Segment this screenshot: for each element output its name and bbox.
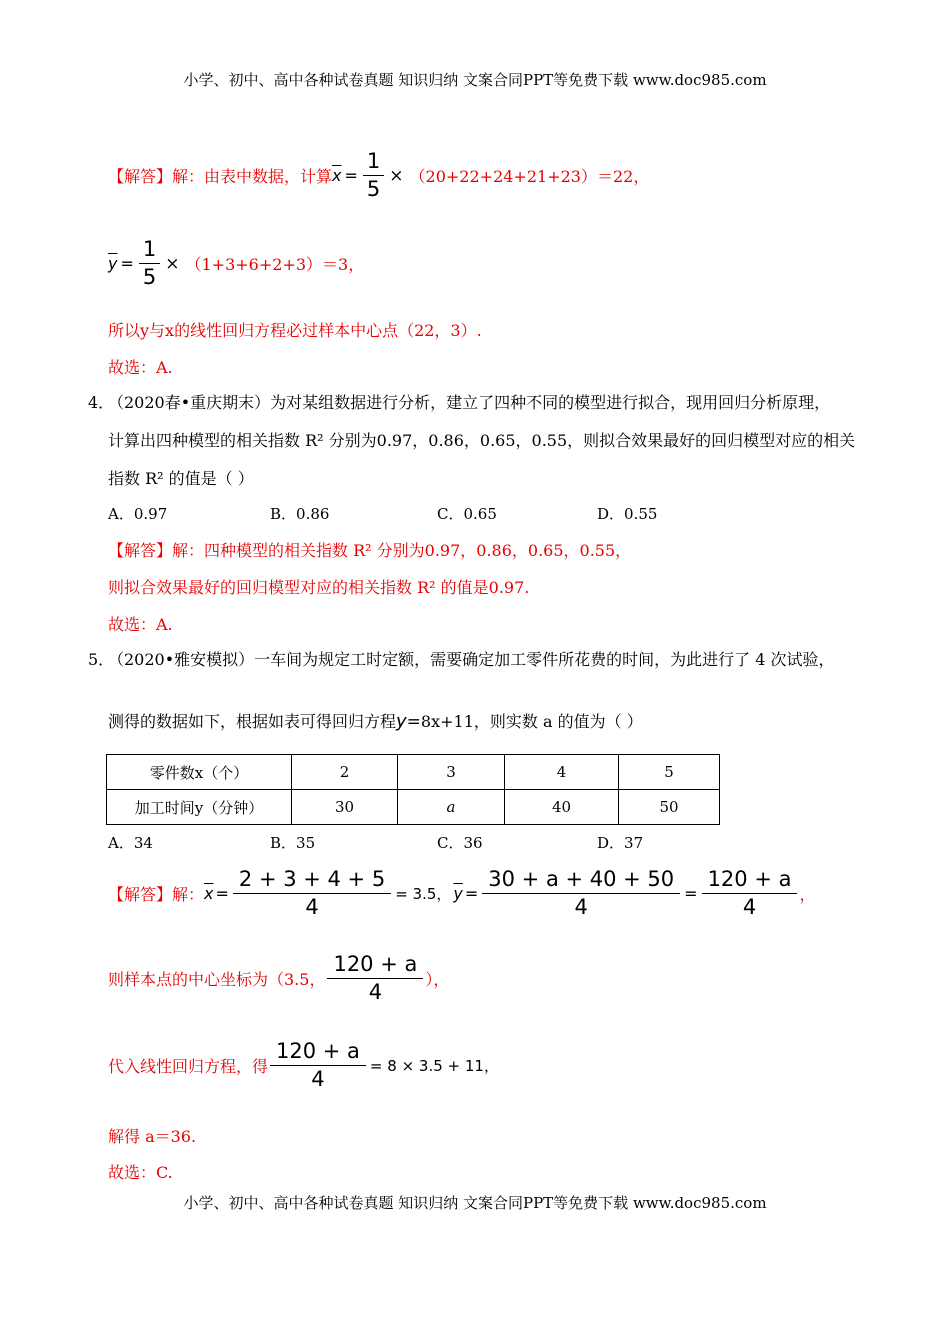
table-cell: a: [398, 790, 505, 825]
stem-text: 8x+11，则实数 a 的值为（ ）: [420, 712, 643, 731]
q3-solution-line1: [108, 150, 649, 201]
fraction: [702, 868, 798, 919]
fraction-numerator: 120 + a: [270, 1040, 366, 1066]
q3-solution-line3: 所以y与x的线性回归方程必过样本中心点（22，3）.: [108, 321, 482, 340]
xbar-symbol: $\overline{x}$: [204, 884, 214, 904]
fraction-numerator: 2 + 3 + 4 + 5: [233, 868, 391, 894]
q4-conclusion: 故选：A.: [108, 615, 173, 634]
table-cell: 40: [505, 790, 619, 825]
fraction-denominator: 4: [305, 895, 319, 920]
fraction-denominator: 4: [574, 895, 588, 920]
q5-option-b[interactable]: B．35: [270, 834, 316, 852]
q3-conclusion: 故选：A.: [108, 358, 173, 377]
table-cell: 加工时间y（分钟）: [107, 790, 292, 825]
ybar-mean-formula: $\overline{y}$ = $\frac{30 + a + 40 + 50}{4}$ = $\frac{120 + a}{4}$ ，: [453, 867, 816, 920]
q5-number: 5．: [88, 650, 115, 669]
y-hat-symbol: y: [396, 711, 407, 732]
fraction-numerator: 120 + a: [327, 953, 423, 979]
table-cell: 2: [292, 755, 398, 790]
fraction-numerator: 30 + a + 40 + 50: [482, 868, 680, 894]
solution-text: 解：: [172, 885, 205, 905]
sum-text: （20+22+24+21+23）＝22，: [409, 167, 650, 187]
stem-text: 测得的数据如下，根据如表可得回归方程: [108, 712, 397, 731]
table-row: [107, 755, 720, 790]
solution-text: 则样本点的中心坐标为（3.5，: [108, 970, 326, 990]
q5-option-d[interactable]: D．37: [597, 834, 644, 852]
value-text: = 3.5，: [395, 885, 452, 904]
fraction-numerator: 120 + a: [702, 868, 798, 894]
solution-tag: 【解答】: [108, 541, 173, 560]
q5-solution-line1: [108, 868, 815, 919]
q5-conclusion: 故选：C.: [108, 1163, 173, 1182]
q5-stem-line1: （2020•雅安模拟）一车间为规定工时定额，需要确定加工零件所花费的时间，为此进行了 4 次试验，: [108, 650, 835, 669]
q5-stem-line2: [108, 709, 643, 732]
table-cell: 零件数x（个）: [107, 755, 292, 790]
fraction-denominator: 5: [142, 265, 157, 290]
q4-stem-line1: （2020春•重庆期末）为对某组数据进行分析，建立了四种不同的模型进行拟合，现用回归分析原理，: [108, 393, 831, 412]
q3-solution-line2: [108, 238, 364, 289]
q5-data-table: [106, 754, 720, 825]
table-cell: 5: [619, 755, 720, 790]
q5-option-c[interactable]: C．36: [437, 834, 483, 852]
table-cell: 3: [398, 755, 505, 790]
page-footer: 小学、初中、高中各种试卷真题 知识归纳 文案合同PPT等免费下载 www.doc985.com: [183, 1194, 767, 1212]
ybar-symbol: $\overline{y}$: [453, 884, 463, 904]
q4-option-c[interactable]: C．0.65: [437, 505, 497, 523]
ybar-formula: [108, 238, 180, 289]
q4-number: 4．: [88, 393, 115, 412]
equals-sign: =: [344, 166, 358, 186]
fraction-numerator: 1: [363, 150, 384, 176]
fraction-denominator: 4: [368, 980, 383, 1005]
table-cell: 30: [292, 790, 398, 825]
q4-option-b[interactable]: B．0.86: [270, 505, 330, 523]
equals-sign: =: [684, 884, 698, 904]
fraction-one-fifth: [363, 150, 384, 201]
q5-solution-line4: 解得 a＝36.: [108, 1127, 197, 1146]
q4-solution-line1: [108, 538, 631, 561]
fraction-numerator: 1: [139, 238, 160, 264]
q4-solution-line2: 则拟合效果最好的回归模型对应的相关指数 R² 的值是0.97.: [108, 578, 530, 597]
solution-tag: 【解答】: [108, 167, 173, 187]
equals-sign: =: [464, 884, 479, 904]
equals-sign: =: [215, 884, 229, 904]
fraction-denominator: 4: [742, 895, 757, 920]
table-cell: 50: [619, 790, 720, 825]
q5-option-a[interactable]: A．34: [108, 834, 153, 852]
equals-sign: =: [120, 254, 134, 274]
table-cell: 4: [505, 755, 619, 790]
times-sign: ×: [389, 165, 404, 186]
ybar-symbol: $\overline{y}$: [108, 254, 118, 274]
xbar-formula: [332, 150, 404, 201]
fraction: [482, 868, 680, 919]
fraction-one-fifth: [139, 238, 160, 289]
sum-text: （1+3+6+2+3）＝3，: [185, 255, 365, 275]
fraction-denominator: 4: [311, 1067, 325, 1092]
solution-text: 代入线性回归方程，得: [108, 1057, 269, 1077]
q4-option-d[interactable]: D．0.55: [597, 505, 658, 523]
equation-rhs: = 8 × 3.5 + 11，: [369, 1057, 499, 1076]
fraction: [327, 953, 423, 1004]
xbar-mean-formula: [204, 868, 451, 919]
solution-text: ），: [425, 970, 450, 990]
table-row: [107, 790, 720, 825]
fraction: [270, 1040, 366, 1091]
fraction: [233, 868, 391, 919]
q5-solution-line2: [108, 953, 449, 1004]
q5-solution-line3: [108, 1040, 499, 1091]
solution-tag: 【解答】: [108, 885, 173, 905]
q4-stem-line3: 指数 R² 的值是（ ）: [108, 469, 254, 488]
times-sign: ×: [165, 253, 180, 274]
q4-stem-line2: 计算出四种模型的相关指数 R² 分别为0.97，0.86，0.65，0.55，则拟合效果最好的回归模型对应的相关: [108, 431, 856, 450]
q4-option-a[interactable]: A．0.97: [108, 505, 168, 523]
page-header: 小学、初中、高中各种试卷真题 知识归纳 文案合同PPT等免费下载 www.doc985.com: [183, 71, 767, 89]
fraction-denominator: 5: [366, 177, 381, 202]
equals-sign: =: [406, 712, 421, 732]
solution-text: 解：由表中数据，计算: [172, 167, 333, 187]
solution-text: 解：四种模型的相关指数 R² 分别为0.97，0.86，0.65，0.55，: [172, 541, 632, 560]
xbar-symbol: $\overline{x}$: [332, 166, 342, 186]
